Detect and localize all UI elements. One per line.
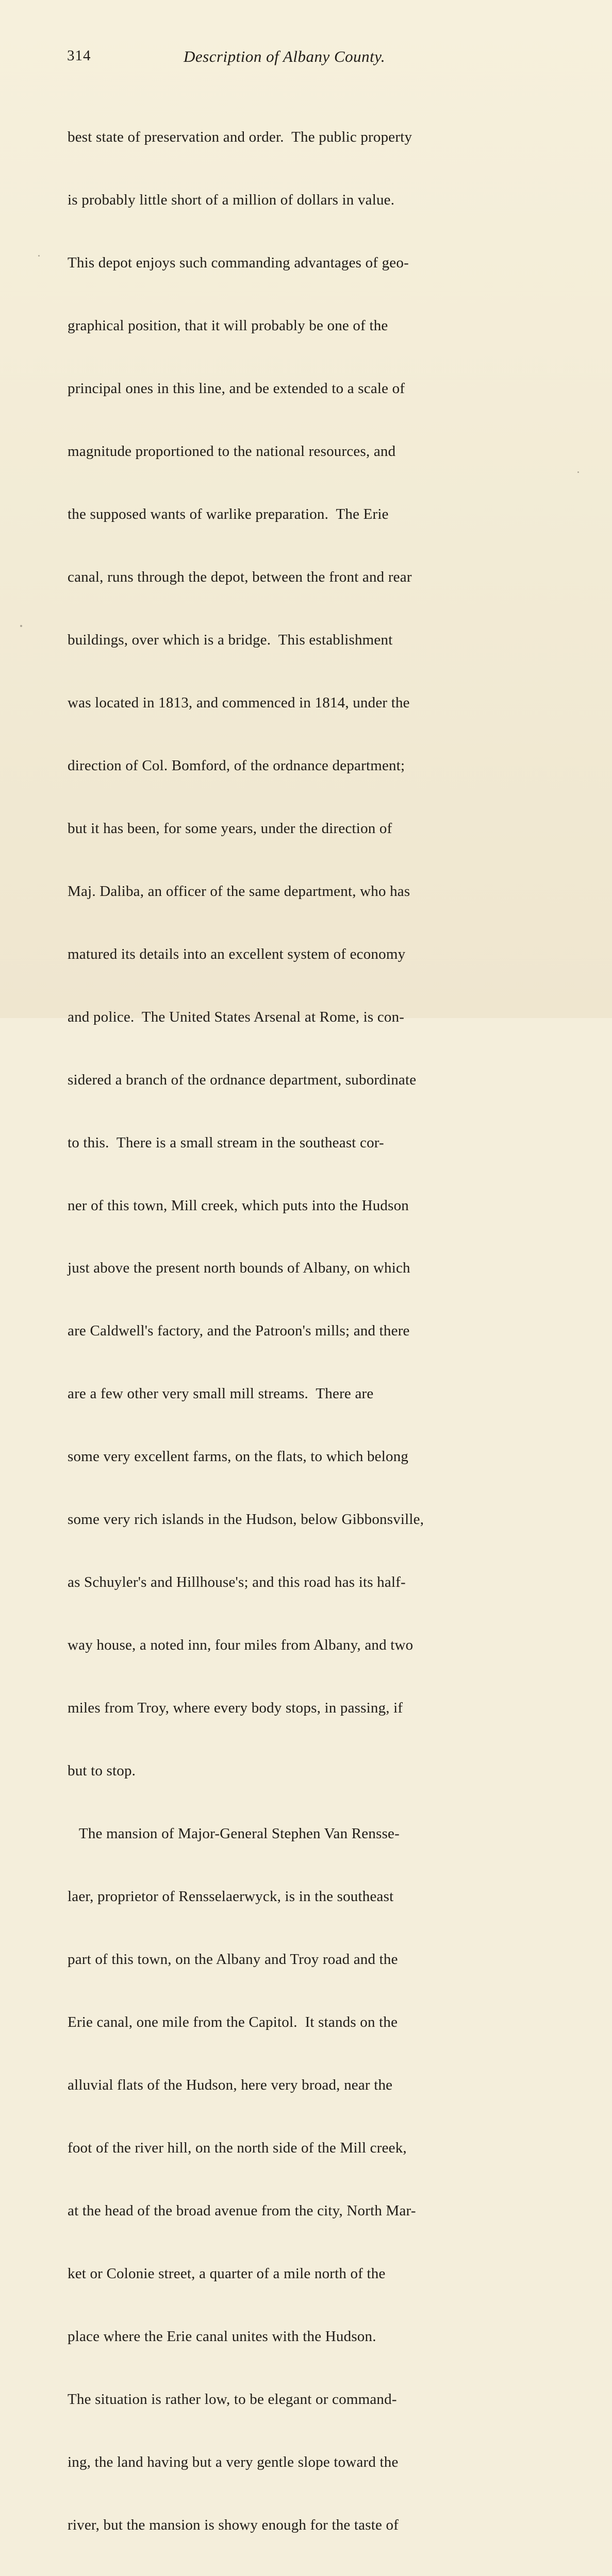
text-line: was located in 1813, and commenced in 1814, under the bbox=[68, 694, 410, 711]
text-line: are Caldwell's factory, and the Patroon's mills; and there bbox=[68, 1323, 410, 1340]
text-line: magnitude proportioned to the national resources, and bbox=[68, 443, 396, 460]
text-line: Erie canal, one mile from the Capitol. It stands on the bbox=[68, 2013, 398, 2030]
text-line: ing, the land having but a very gentle slope toward the bbox=[68, 2453, 399, 2470]
text-line: some very excellent farms, on the flats, to which belong bbox=[68, 1448, 409, 1465]
text-line: but it has been, for some years, under the direction of bbox=[68, 820, 392, 837]
text-line: are a few other very small mill streams. There are bbox=[68, 1385, 374, 1402]
ink-speck bbox=[38, 255, 40, 257]
text-line: at the head of the broad avenue from the city, North Mar- bbox=[68, 2202, 416, 2219]
text-line: direction of Col. Bomford, of the ordnance department; bbox=[68, 757, 405, 774]
ink-speck bbox=[20, 625, 22, 627]
ink-speck bbox=[577, 471, 579, 473]
text-line: way house, a noted inn, four miles from Albany, and two bbox=[68, 1637, 413, 1654]
text-line: canal, runs through the depot, between the front and rear bbox=[68, 568, 412, 585]
text-line: graphical position, that it will probably be one of the bbox=[68, 317, 388, 334]
text-line: ket or Colonie street, a quarter of a mile north of the bbox=[68, 2265, 386, 2282]
page-header bbox=[67, 47, 516, 72]
text-line: matured its details into an excellent system of economy bbox=[68, 945, 406, 962]
running-head: Description of Albany County. bbox=[184, 47, 386, 65]
text-line: The mansion of Major-General Stephen Van Rensse- bbox=[68, 1825, 400, 1842]
text-line: The situation is rather low, to be elegant or command- bbox=[68, 2391, 397, 2408]
text-line: sidered a branch of the ordnance department, subordinate bbox=[68, 1071, 417, 1088]
text-line: to this. There is a small stream in the southeast cor- bbox=[68, 1134, 384, 1151]
text-line: the supposed wants of warlike preparation. The Erie bbox=[68, 506, 389, 523]
text-line: some very rich islands in the Hudson, below Gibbonsville, bbox=[68, 1511, 424, 1528]
text-line: principal ones in this line, and be extended to a scale of bbox=[68, 380, 405, 397]
text-line: laer, proprietor of Rensselaerwyck, is in the southeast bbox=[68, 1888, 394, 1905]
text-line: as Schuyler's and Hillhouse's; and this road has its half- bbox=[68, 1574, 406, 1591]
text-line: ner of this town, Mill creek, which puts into the Hudson bbox=[68, 1197, 409, 1214]
text-line: miles from Troy, where every body stops, in passing, if bbox=[68, 1700, 403, 1717]
text-line: river, but the mansion is showy enough for the taste of bbox=[68, 2516, 399, 2533]
body-text bbox=[68, 85, 563, 2576]
text-line: best state of preservation and order. The public property bbox=[68, 129, 412, 146]
text-line: Maj. Daliba, an officer of the same department, who has bbox=[68, 883, 410, 900]
text-line: foot of the river hill, on the north side of the Mill creek, bbox=[68, 2139, 407, 2156]
text-line: is probably little short of a million of dollars in value. bbox=[68, 192, 395, 209]
text-line: and police. The United States Arsenal at Rome, is con- bbox=[68, 1008, 405, 1025]
text-line: just above the present north bounds of Albany, on which bbox=[68, 1260, 410, 1277]
text-line: This depot enjoys such commanding advantages of geo- bbox=[68, 255, 409, 272]
text-line: part of this town, on the Albany and Troy road and the bbox=[68, 1951, 398, 1968]
text-line: place where the Erie canal unites with the Hudson. bbox=[68, 2328, 376, 2345]
text-line: alluvial flats of the Hudson, here very broad, near the bbox=[68, 2076, 393, 2093]
text-line: but to stop. bbox=[68, 1762, 136, 1780]
page-number: 314 bbox=[67, 47, 91, 64]
text-line: buildings, over which is a bridge. This establishment bbox=[68, 631, 393, 648]
